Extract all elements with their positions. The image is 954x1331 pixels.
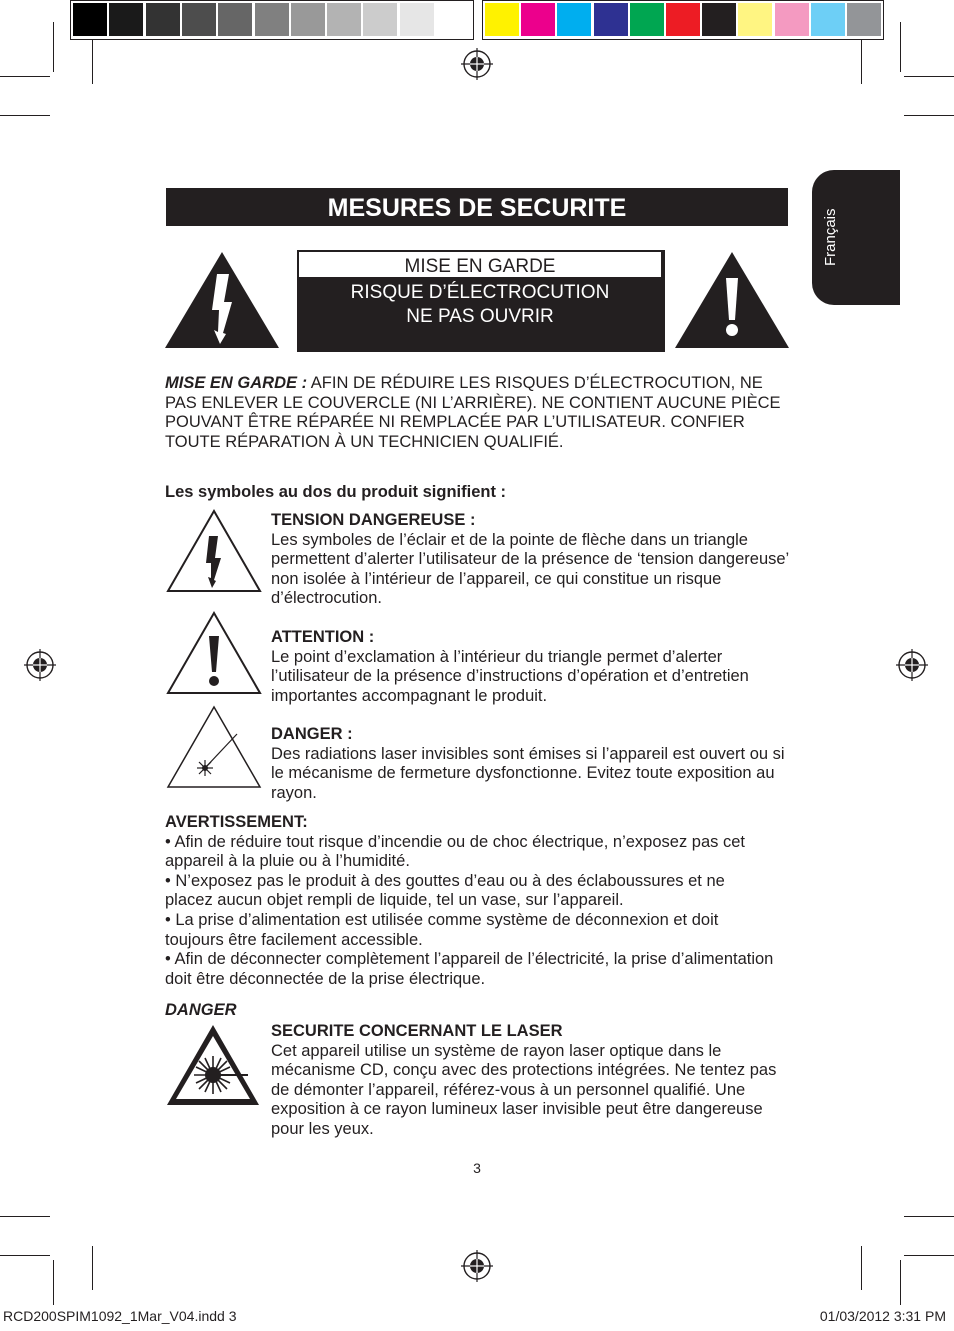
warning-item: • La prise d’alimentation est utilisée comme système de déconnexion et doit toujours être facilement accessible.: [165, 910, 719, 949]
color-swatch: [630, 3, 664, 36]
registration-mark-icon: [461, 1250, 493, 1282]
symbol-2-title: ATTENTION :: [271, 628, 375, 646]
laser-safety: [271, 1022, 781, 1140]
crop-mark: [53, 1260, 54, 1305]
crop-mark: [900, 1260, 901, 1305]
crop-mark: [0, 115, 50, 116]
color-swatch: [182, 3, 216, 36]
symbol-2: [271, 628, 796, 706]
symbol-1-text: Les symboles de l’éclair et de la pointe de flèche dans un triangle permettent d’alerter l’utilisateur de la présence de ‘tension dangereuse’ non isolée à l’intérieur de l’appareil, ce qui constitue un risque d’électrocution.: [271, 530, 789, 608]
symbol-3-title: DANGER :: [271, 725, 353, 743]
lightning-triangle-icon: [165, 508, 263, 594]
crop-mark: [904, 115, 954, 116]
crop-mark: [904, 1255, 954, 1256]
laser-triangle-icon: [165, 704, 263, 790]
crop-mark: [0, 76, 50, 77]
warning-box-line2: RISQUE D’ÉLECTROCUTION: [350, 282, 610, 303]
symbol-3: [271, 725, 796, 803]
color-swatch: [775, 3, 809, 36]
color-swatch: [327, 3, 361, 36]
warning-item: • Afin de déconnecter complètement l’appareil de l’électricité, la prise d’alimentation doit être déconnectée de la prise électrique.: [165, 950, 774, 988]
color-swatch: [291, 3, 325, 36]
warning-box-line3: NE PAS OUVRIR: [406, 306, 554, 327]
crop-mark: [861, 40, 862, 84]
page-title: MESURES DE SECURITE: [166, 188, 788, 226]
color-swatch: [738, 3, 772, 36]
color-swatch: [666, 3, 700, 36]
color-swatch: [521, 3, 555, 36]
symbol-1-title: TENSION DANGEREUSE :: [271, 511, 476, 529]
color-swatch: [255, 3, 289, 36]
crop-mark: [904, 76, 954, 77]
exclamation-triangle-icon: [165, 610, 263, 696]
warning-section: [165, 813, 777, 989]
registration-mark-icon: [24, 649, 56, 681]
crop-mark: [904, 1216, 954, 1217]
color-swatch: [485, 3, 519, 36]
crop-mark: [861, 1246, 862, 1290]
warning-box-line1: MISE EN GARDE: [299, 252, 661, 277]
laser-radiation-icon: [164, 1022, 262, 1108]
color-swatch: [109, 3, 143, 36]
danger-label: DANGER: [165, 1001, 237, 1019]
caution-label: MISE EN GARDE :: [165, 374, 308, 392]
warning-item: • N’exposez pas le produit à des gouttes d’eau ou à des éclaboussures et ne placez aucun objet rempli de liquide, tel un vase, sur l’appareil.: [165, 871, 725, 910]
registration-mark-icon: [461, 48, 493, 80]
color-swatch: [594, 3, 628, 36]
symbol-2-text: Le point d’exclamation à l’intérieur du triangle permet d’alerter l’utilisateur de la présence d’instructions d’opération et d’entretien importantes accompagnant le produit.: [271, 647, 749, 705]
footer-date: 01/03/2012 3:31 PM: [819, 1308, 946, 1324]
warning-heading: AVERTISSEMENT:: [165, 813, 308, 831]
crop-mark: [900, 22, 901, 72]
symbols-heading: Les symboles au dos du produit signifient :: [165, 483, 507, 501]
symbol-3-text: Des radiations laser invisibles sont émises si l’appareil est ouvert ou si le mécanisme de fermeture dysfonctionne. Evitez toute exposition au rayon.: [271, 744, 785, 802]
exclamation-triangle-icon: [673, 250, 791, 350]
language-tab-label: Français: [822, 208, 839, 267]
crop-mark: [0, 1255, 50, 1256]
lightning-triangle-icon: [163, 250, 281, 350]
laser-safety-text: Cet appareil utilise un système de rayon laser optique dans le mécanisme CD, conçu avec des protections intégrées. Ne tentez pas de démonter l’appareil, référez-vous à un personnel qualifié. Une exposition à ce rayon lumineux laser invisible peut être dangereuse pour les yeux.: [271, 1041, 777, 1138]
color-swatch: [363, 3, 397, 36]
color-swatch: [811, 3, 845, 36]
color-swatch: [702, 3, 736, 36]
caution-text: AFIN DE RÉDUIRE LES RISQUES D’ÉLECTROCUTION, NE PAS ENLEVER LE COUVERCLE (NI L’ARRIÈRE). NE CONTIENT AUCUNE PIÈCE POUVANT ÊTRE RÉPARÉE NI REMPLACÉE PAR L’UTILISATEUR. CONFIER TOUTE RÉPARATION À UN TECHNICIEN QUALIFIÉ.: [165, 374, 781, 451]
color-swatch: [436, 3, 470, 36]
color-swatch: [400, 3, 434, 36]
color-swatch: [847, 3, 881, 36]
crop-mark: [92, 40, 93, 84]
laser-safety-title: SECURITE CONCERNANT LE LASER: [271, 1022, 563, 1040]
color-swatch: [146, 3, 180, 36]
color-swatch: [557, 3, 591, 36]
color-swatch: [73, 3, 107, 36]
crop-mark: [53, 22, 54, 72]
crop-mark: [0, 1216, 50, 1217]
footer-filename: RCD200SPIM1092_1Mar_V04.indd 3: [3, 1308, 237, 1324]
symbol-1: [271, 511, 796, 609]
crop-mark: [92, 1246, 93, 1290]
caution-paragraph: [165, 374, 795, 452]
registration-mark-icon: [896, 649, 928, 681]
warning-item: • Afin de réduire tout risque d’incendie ou de choc électrique, n’exposez pas cet appareil à la pluie ou à l’humidité.: [165, 832, 745, 871]
color-swatch: [218, 3, 252, 36]
page-number: 3: [473, 1160, 481, 1176]
